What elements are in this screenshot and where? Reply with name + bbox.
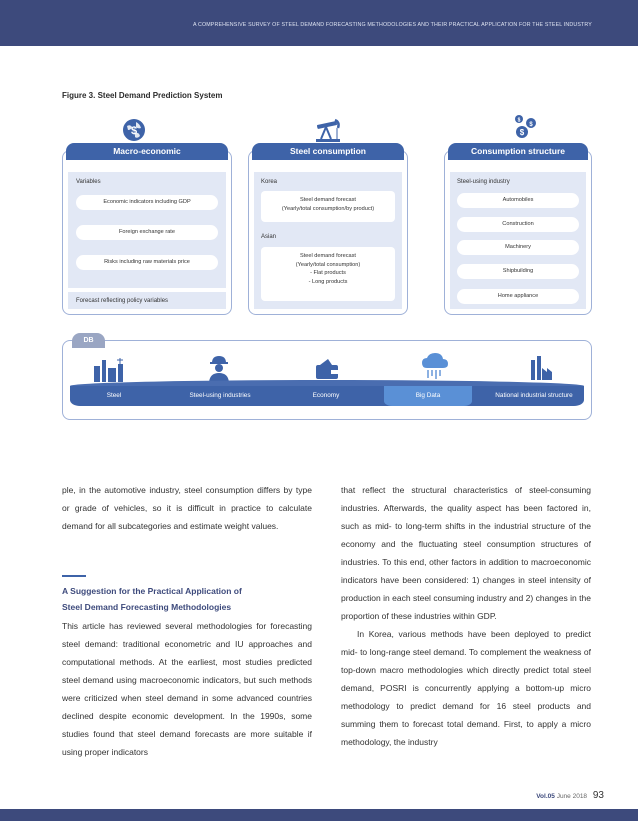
wallet-icon — [314, 357, 340, 381]
right-column — [341, 481, 591, 751]
top-header-band — [0, 0, 638, 46]
factory-icon — [92, 356, 126, 382]
korea-forecast-line: Steel demand forecast — [300, 197, 356, 203]
figure-title: Figure 3. Steel Demand Prediction System — [62, 91, 223, 100]
left-column-lower — [62, 617, 312, 761]
right-paragraph-2: In Korea, various methods have been deployed to predict mid- to long-range steel demand. To complement the weakness of top-down macro methodologies which directly predict total steel demand, POSRI is concurrently applying a bottom-up micro methodology to predict demand for 16 steel products and summing them to forecast total demand. First, to apply a micro methodology, the industry — [341, 629, 591, 747]
db-segment-national-industrial-structure: National industrial structure — [495, 392, 573, 400]
macro-item: Foreign exchange rate — [76, 225, 218, 240]
left-paragraph-2: This article has reviewed several methodologies for forecasting steel demand: traditional econometric and IU approaches and computational methods. At the earliest, most studies predicted steel demand using macroeconomic indicators, but such methods were criticized when steel demand in some advanced countries declined despite economic development. In the 1990s, some studies found that steel demand forecasts are more suitable if using proper indicators — [62, 621, 312, 757]
policy-forecast-label: Forecast reflecting policy variables — [76, 298, 169, 304]
macro-economic-header: Macro-economic — [66, 143, 228, 160]
running-header: A COMPREHENSIVE SURVEY OF STEEL DEMAND FORECASTING METHODOLOGIES AND THEIR PRACTICAL APPLICATION FOR THE STEEL INDUSTRY — [192, 22, 592, 28]
steel-using-industry-label: Steel-using industry — [457, 179, 510, 185]
section-title-line: Steel Demand Forecasting Methodologies — [62, 602, 232, 612]
asian-forecast-line: Steel demand forecast — [300, 253, 356, 259]
asian-forecast-line: (Yearly/total consumption) — [295, 261, 361, 268]
cloud-data-icon — [420, 352, 450, 380]
db-segment-big-data: Big Data — [384, 386, 472, 406]
db-segment-economy: Economy — [312, 392, 340, 400]
industrial-plant-icon — [528, 354, 556, 382]
db-segment-steel-using-industries: Steel-using industries — [189, 392, 251, 400]
bottom-band — [0, 809, 638, 821]
page-number: 93 — [592, 790, 604, 801]
page-footer — [536, 790, 604, 801]
variables-label: Variables — [76, 179, 101, 185]
consumption-structure-header: Consumption structure — [448, 143, 588, 160]
globe-dollar-icon — [121, 117, 147, 143]
asian-forecast-line: - Flat products — [310, 270, 346, 277]
volume-label: Vol.05 — [536, 793, 555, 800]
industry-item: Home appliance — [457, 289, 579, 304]
db-segment-steel: Steel — [106, 392, 122, 400]
korea-forecast-box — [261, 191, 395, 222]
macro-item: Economic indicators including GDP — [76, 195, 218, 210]
section-title-line: A Suggestion for the Practical Application of — [62, 586, 242, 596]
industry-item: Construction — [457, 217, 579, 232]
section-title — [62, 583, 312, 615]
industry-item: Machinery — [457, 240, 579, 255]
svg-text:$: $ — [517, 117, 521, 124]
right-paragraph-1: that reflect the structural characteristics of steel-consuming industries. Afterwards, the quality aspect has been factored in, such as mid- to long-term shifts in the industrial structure of the economy and the fluctuating steel consumption structures of industries. To this end, other factors in addition to macroeconomic indicators have been considered: 1) changes in steel intensity of production in each steel consuming industry and 2) changes in the proportion of these industries within GDP. — [341, 485, 591, 621]
korea-forecast-line: (Yearly/total consumption/by product) — [281, 205, 375, 212]
industry-item: Shipbuilding — [457, 264, 579, 279]
svg-text:$: $ — [529, 122, 533, 128]
section-rule — [62, 575, 86, 577]
issue-date: June 2018 — [556, 793, 588, 800]
left-column — [62, 481, 312, 535]
asian-forecast-box — [261, 247, 395, 301]
coins-icon — [511, 113, 539, 143]
macro-item: Risks including raw materials price — [76, 255, 218, 270]
asian-forecast-line: - Long products — [308, 278, 348, 285]
korea-label: Korea — [261, 179, 278, 185]
industry-item: Automobiles — [457, 193, 579, 208]
svg-text:$: $ — [130, 125, 138, 137]
left-paragraph-1: ple, in the automotive industry, steel consumption differs by type or grade of vehicles, so it is difficult in practice to calculate demand for all subcategories and estimate weight values. — [62, 485, 312, 531]
oil-pump-icon — [313, 117, 343, 143]
steel-consumption-header: Steel consumption — [252, 143, 404, 160]
svg-text:$: $ — [519, 128, 525, 137]
db-label: DB — [72, 333, 105, 348]
asian-label: Asian — [261, 234, 277, 240]
